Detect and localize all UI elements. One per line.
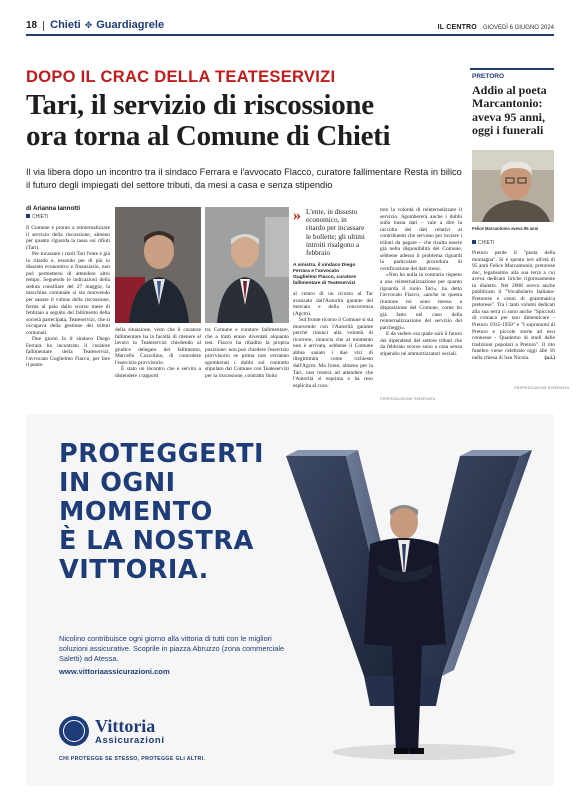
article-copyright: ©RIPRODUZIONE RISERVATA (380, 397, 436, 401)
sidebar-photo-marcantonio (472, 150, 554, 222)
sidebar-headline: Addio al poeta Marcantonio: aveva 95 anni, oggi i funerali (472, 83, 547, 138)
article-column-4 (293, 291, 373, 403)
column-paragraph: tore la volontà di reinternalizzare il servizio. Sgombererà anche i dubbi sulla busta dati – vale a dire la raccolta dei dati relativi ai contribuenti che servono per inviare i tributi da pagare – che risulta essere già nella disponibilità del Comune, sebbene adesso il problema riguardi la particolare procedura di certificazione dei dati stessi. (380, 207, 462, 272)
sidebar-rule (470, 68, 554, 70)
vittoria-brand-logo (59, 716, 165, 746)
masthead-divider (43, 21, 44, 31)
column-paragraph: Sul fronte ricorso il Comune si sta muovendo con l'Autorità garante perché rinunci alla volontà di ricorrere, rinuncia che al momento non è arrivata, sebbene il Comune abbia sanato i due vizi di illegittimità come richiesto dall'Agcm. Ma l'ente, almeno per la Tari, non resterà ad attendere che l'Autorità si esprima e ha reso esplicita al cura- (293, 317, 373, 389)
article-standfirst: Il via libera dopo un incontro tra il sindaco Ferrara e l'avvocato Flacco, curatore fallimentare Resta in bilico il futuro degli impiegati del settore tributi, da mesi a casa e senza stipendio (26, 167, 462, 190)
vittoria-advertisement (26, 414, 554, 786)
sidebar-copyright: ©RIPRODUZIONE RISERVATA (514, 386, 570, 390)
ad-headline (59, 440, 319, 585)
column-paragraph: Per incassare i ruoli Tari l'ente è già in ritardo e, essendo per di più in dissesto economico e finanziario, non può permettersi di attendere altro tempo. Seguendo le indicazioni della seduta consiliare del 27 maggio, la macchina comunale si sta muovendo per sanare il vulnus della riscossione, ferma al palo dallo scorso mese di febbraio a seguito del fallimento della società partecipata, Teateservizi, che si occupava della gestione dei tributi comunali. (26, 251, 110, 336)
headline-line-1: Tari, il servizio di riscossione (26, 89, 374, 121)
ad-body-text: Nicolino contribuisce ogni giorno alla vittoria di tutti con le migliori soluzioni assicurative. Scoprile in piazza Abruzzo (zona commerciale Saletti) ad Atessa. (59, 634, 285, 664)
photo-caption: A sinistra, il sindaco Diego Ferrara e l'avvocato Guglielmo Flacco, curatore fallimentare di Teateservizi (293, 263, 357, 287)
sidebar-signature: (a.i.) (544, 354, 555, 361)
sidebar-body-text: Pretoro perde il "poeta della montagna". Si è spento ieri all'età di 95 anni Felice Marcantonio, pretorese doc, legatissimo alla sua terra a cui aveva dedicato liriche rigorosamente in dialetto. Nel 2008 aveva anche pubblicato il "Vocabolario Italiano-Pretorese e cenni di grammatica pretorese". Tra i tanti volumi dedicati alla sua terra ci sono anche "Spiccioli di cronaca per non dimenticare - Pretoro 1935-1950" e "I sopranomi di Pretoro e piccole storie ad essi connesse - Quaderno di studi delle tradizioni popolari a Pretoro". Il rito funebre viene celebrato oggi alle 16 nella chiesa di San Nicola. (472, 250, 555, 361)
column-paragraph: È stato un incontro che è servito a distendere i rapporti (115, 366, 201, 379)
article-column-1 (26, 225, 110, 405)
column-paragraph: della situazione, visto che il curatore fallimentare ha la facoltà di ritenere al lavoro la Teateservizi chiedendo al giudice delegato del fallimento, Marcello Cozzolino, di concedere l'esercizio provvisorio. (115, 327, 201, 366)
vittoria-seal-icon (59, 716, 89, 746)
sidebar-kicker: PRETORO (472, 73, 505, 80)
masthead (26, 18, 554, 36)
ad-headline-line: IN OGNI (59, 468, 176, 498)
ad-headline-line: VITTORIA. (59, 555, 209, 585)
column-paragraph: tra Comune e curatore fallimentare, che a tratti erano diventati alquanto tesi. Flacco ha ribadito la propria posizione: non può chiedere l'esercizio provvisorio se prima non verranno sgomberati i dubbi sul contratto stipulato dal Comune con Teateservizi per la riscossione, contratto finito (205, 327, 289, 379)
ad-headline-line: PROTEGGERTI (59, 439, 264, 469)
ad-website-link[interactable]: www.vittoriaassicurazioni.com (59, 667, 170, 676)
poet-portrait-icon (472, 150, 554, 222)
section-mark-icon: ✥ (84, 21, 93, 31)
ad-headline-line: È LA NOSTRA (59, 526, 254, 556)
ad-headline-line: MOMENTO (59, 497, 213, 527)
headline-line-2: ora torna al Comune di Chieti (26, 120, 391, 152)
brand-name: Vittoria (95, 715, 156, 736)
pull-quote: L'ente, in dissesto economico, in ritardo per incassare le bollette; gli ultimi introiti risalgono a febbraio (306, 208, 365, 258)
page-number: 18 (26, 20, 38, 31)
photo-lawyer-flacco (205, 207, 289, 323)
article-byline: di Arianna Iannotti (26, 205, 81, 212)
article-column-5 (380, 207, 462, 395)
column-paragraph: Due giorni fa il sindaco Diego Ferrara ha incontrato il curatore fallimentare della Teateservizi, l'avvocato Guglielmo Flacco, per fare il punto (26, 336, 110, 369)
lawyer-portrait-icon (205, 207, 289, 323)
subsection-name: Guardiagrele (96, 19, 165, 31)
mayor-portrait-icon (115, 207, 201, 323)
sidebar-body (472, 250, 555, 382)
article-column-2 (115, 327, 201, 405)
article-headline (26, 90, 466, 152)
sidebar-location-tag: CHIETI (472, 240, 494, 246)
sidebar-photo-caption: Felice Marcantonio aveva 95 anni (472, 226, 539, 231)
brand-subname: Assicurazioni (95, 734, 165, 746)
masthead-right (438, 24, 554, 31)
column-paragraph: Il Comune è pronto a reinternalizzare il servizio della riscossione, almeno per quanto riguarda la tassa sui rifiuti (Tari). (26, 225, 110, 251)
column-paragraph: E da vedere ora quale sarà il futuro dei dipendenti del settore tributi che da febbraio scorso sono a casa senza stipendio né ammortizzatori sociali. (380, 331, 462, 358)
quote-chevron-icon: » (293, 207, 301, 224)
article-location-tag: CHIETI (26, 214, 48, 220)
column-paragraph: «Non ho nulla in contrario rispetto a una reinternalizzazione per quanto riguarda il ruolo Tari», ha detto l'avvocato Flacco, «anche in questa riunione mi sono messo a disposizione del Comune, come ho già fatto nel caso della reinternalizzazione del servizio dei parcheggi». (380, 272, 462, 331)
brand-wordmark (95, 717, 165, 746)
section-name: Chieti (50, 19, 81, 31)
photo-mayor-ferrara (115, 207, 201, 323)
article-column-3 (205, 327, 289, 405)
issue-date: GIOVEDÌ 6 GIUGNO 2024 (482, 25, 554, 31)
column-paragraph: al centro di un ricorso al Tar avanzato dall'Autorità garante del mercato e della concorrenza (Agcm). (293, 291, 373, 317)
newspaper-name: IL CENTRO (437, 24, 477, 31)
article-kicker: DOPO IL CRAC DELLA TEATESERVIZI (26, 68, 336, 86)
ad-slogan: CHI PROTEGGE SE STESSO, PROTEGGE GLI ALTRI. (59, 756, 206, 762)
